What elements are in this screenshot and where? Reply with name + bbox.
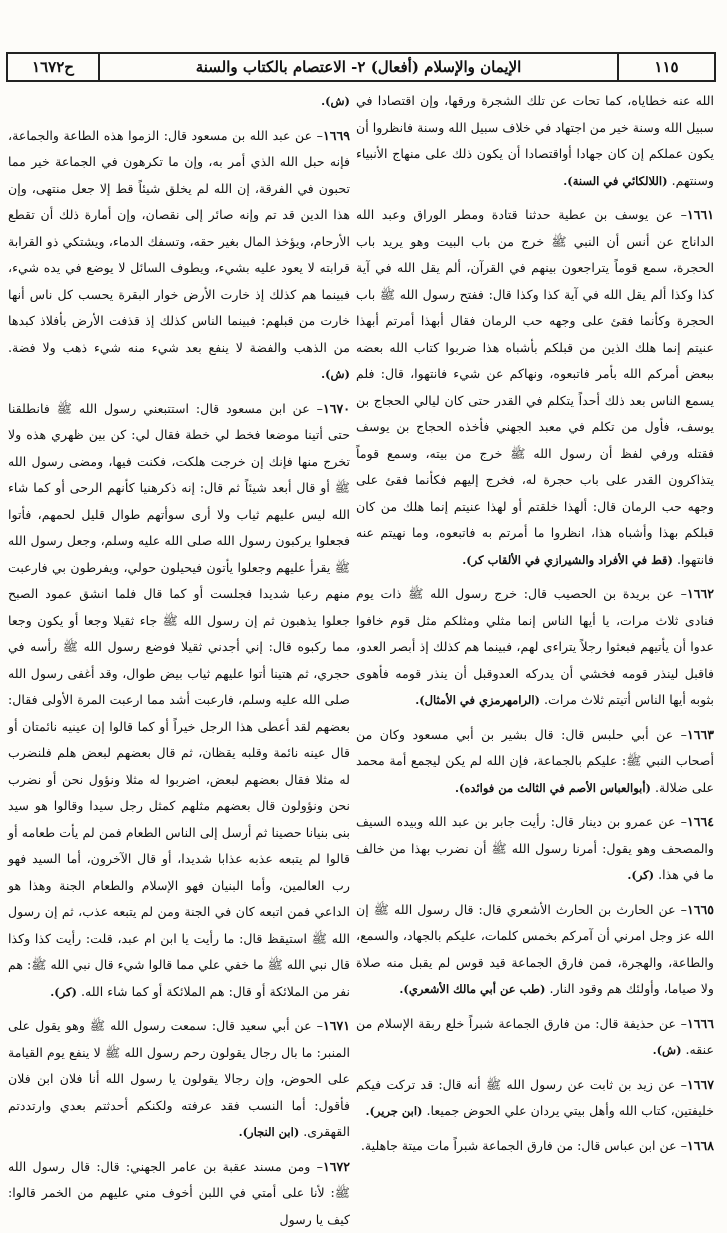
entry: ١٦٦١– عن يوسف بن عطية حدثنا قتادة ومطر الوراق وعبد الله الداناج عن أنس أن النبي ﷺ خرج من باب البيت وهو يريد باب الحجرة، سمع قوماً يتراجعون بينهم في القرآن، ألم يقل الله في آية كذا وكذا ألم يقل الله في آية كذا وكذا قال: ففتح رسول الله ﷺ باب الحجرة وكأنما فقئ على وجهه حب الرمان فقال أبهذا أمرتم أبهذا عنيتم إنما هلك الذين من قبلكم بأشباه هذا ضربوا كتاب الله بعضه ببعض أمركم الله بأمر فاتبعوه، ونهاكم عن شيء فانتهوا، قال: فلم يسمع الناس بعد ذلك أحداً يتكلم في القدر حتى كان ليالي الحجاج بن يوسف، فأول من تكلم في معبد الجهني فأخذه الحجاج بن يوسف فقتله ورفي لفظ أن رسول الله ﷺ خرج من بيته، وسمع قوماً يتذاكرون القدر على باب حجرة له، فخرج إليهم فكأنما فقئ على وجهه حب الرمان قال: ألهذا خلقتم أو لهذا عنيتم إنما هلك من كان قبلكم بهذا وأشباه هذا، انظروا ما أمرتم به فاتبعوه، وما نهيتم عنه فانتهوا. (قط في الأفراد والشيرازي في الألقاب كر). [356, 202, 714, 573]
right-column [356, 88, 714, 1108]
entry: ١٦٦٧– عن زيد بن ثابت عن رسول الله ﷺ أنه قال: قد تركت فيكم خليفتين، كتاب الله وأهل بيتي يردان علي الحوض جميعا. (ابن جرير). [356, 1072, 714, 1125]
entry: ١٦٦٦– عن حذيفة قال: من فارق الجماعة شبراً خلع ربقة الإسلام من عنقه. (ش). [356, 1011, 714, 1064]
entry: ١٦٧٢– ومن مسند عقبة بن عامر الجهني: قال: قال رسول الله ﷺ: لأنا على أمتي في اللبن أخوف مني عليهم من الخمر قالوا: كيف يا رسول [8, 1154, 350, 1233]
left-column [8, 88, 350, 1108]
entry: (ش). [8, 88, 350, 115]
entry: ١٦٦٤– عن عمرو بن دينار قال: رأيت جابر بن عبد الله وبيده السيف والمصحف وهو يقول: أمرنا رسول الله ﷺ أن نضرب بهذا من خالف ما في هذا. (كر). [356, 809, 714, 889]
page-header [6, 52, 716, 82]
entry: ١٦٧١– عن أبي سعيد قال: سمعت رسول الله ﷺ وهو يقول على المنبر: ما بال رجال يقولون رحم رسول الله ﷺ لا ينفع يوم القيامة على الحوض، وإن رجالا يقولون يا رسول الله أنا فلان ابن فلان فأقول: أما النسب فقد عرفته ولكنكم أحدثتم بعدي وارتددتم القهقرى. (ابن النجار). [8, 1013, 350, 1146]
entry: ١٦٦٨– عن ابن عباس قال: من فارق الجماعة شبراً مات ميتة جاهلية. [356, 1133, 714, 1160]
page-title: الإيمان والإسلام (أفعال) ٢- الاعتصام بالكتاب والسنة [100, 58, 617, 76]
entry: الله عنه خطاياه، كما تحات عن تلك الشجرة ورقها، وإن اقتصادا في سبيل الله وسنة خير من اجتهاد في خلاف سبيل الله وسنة فانظروا أن يكون عملكم إن كان جهادا أواقتصادا أن يكون ذلك على منهاج الأنبياء وسنتهم. (اللالكائي في السنة). [356, 88, 714, 194]
page-number: ١١٥ [617, 54, 714, 80]
hadith-range: ح١٦٧٢ [8, 54, 100, 80]
entry: ١٦٦٩– عن عبد الله بن مسعود قال: الزموا هذه الطاعة والجماعة، فإنه حبل الله الذي أمر به، وإن ما تكرهون في الجماعة خير مما تحبون في الفرقة، إن الله لم يخلق شيئاً قط إلا جعل منتهى، وإن هذا الدين قد تم وإنه صائر إلى نقصان، وإن أمارة ذلك أن تقطع الأرحام، ويؤخذ المال بغير حقه، وتسفك الدماء، ويشتكي ذو القرابة قرابته لا يعود عليه بشيء، ويطوف السائل لا يوضع في يده شيء، فبينما هم كذلك إذ خارت الأرض خوار البقرة يحسب كل ناس أنها خارت من قبلهم: فبينما الناس كذلك إذ قذفت الأرض بأفلاذ كبدها من الذهب والفضة لا ينفع بعد شيء منه شيء ذهب ولا فضة. (ش). [8, 123, 350, 388]
entry: ١٦٦٣– عن أبي حلبس قال: قال بشير بن أبي مسعود وكان من أصحاب النبي ﷺ: عليكم بالجماعة، فإن الله لم يكن ليجمع أمة محمد على ضلالة. (أبوالعباس الأصم في الثالث من فوائده). [356, 722, 714, 802]
entry: ١٦٦٢– عن بريدة بن الحصيب قال: خرج رسول الله ﷺ ذات يوم فنادى ثلاث مرات، يا أيها الناس إنما مثلي ومثلكم مثل قوم خافوا عدوا أن يأتيهم فبعثوا رجلاً يتراءى لهم، فبينما هم كذلك إذ أبصر العدو، فاقبل لينذر قومه فخشي أن يدركه العدوقبل أن ينذر قومه فأهوى بثوبه أيها الناس أتيتم ثلاث مرات. (الرامهرمزي في الأمثال). [356, 581, 714, 714]
entry: ١٦٦٥– عن الحارث بن الحارث الأشعري قال: قال رسول الله ﷺ إن الله عز وجل امرني أن آمركم بخمس كلمات، عليكم بالجهاد، والسمع، والطاعة، والهجرة، فمن فارق الجماعة قيد قوس لم يقبل منه صلاة ولا صياما، وأولئك هم وقود النار. (طب عن أبي مالك الأشعري). [356, 897, 714, 1003]
entry: ١٦٧٠– عن ابن مسعود قال: استتبعني رسول الله ﷺ فانطلقنا حتى أتينا موضعا فخط لي خطة فقال لي: كن بين ظهري هذه ولا تخرج منها فإنك إن خرجت هلكت، فكنت فيها، ومضى رسول الله ﷺ أو قال أبعد شيئاً ثم قال: إنه ذكرهنيا كأنهم الرحى أو كما شاء الله ليس عليهم ثياب ولا أرى سوأتهم طوال قليل لحمهم، فأتوا فجعلوا يركبون رسول الله صلى الله عليه وسلم، وجعل رسول الله ﷺ يقرأ عليهم وجعلوا يأتون فيحيلون حولي، ويفرطون بي فارعبت منهم رعبا شديدا فجلست أو كما قال فلما انشق عمود الصبح جعلوا يذهبون ثم إن رسول الله ﷺ جاء ثقيلا وجعا أو يكون وجعا مما ركبوه قال: إني أجدني ثقيلا فوضع رسول الله ﷺ رأسه في حجري، ثم هتينا أتوا عليهم ثياب بيض طوال، وقد أغفى رسول الله صلى الله عليه وسلم، فارعبت أشد مما ارعبت المرة الأولى فقال: بعضهم لقد أعطى هذا الرجل خيراً أو كما قالوا إن عينيه نائمتان أو قال عينه نائمة وقلبه يقظان، ثم قال بعضهم لبعض هلم فلنضرب له مثلا فقال بعضهم لبعض، اضربوا له مثلا ونؤول نحن أو نضرب نحن ونؤولون قال بعضهم مثلهم كمثل رجل سيدا وقالوا هو سيد بنى بنيانا حصينا ثم أرسل إلى الناس الطعام فمن لم يأت طعامه أو قالوا لم يتبعه عذبه عذابا شديدا، أو قال الآخرون، أما السيد فهو رب العالمين، وأما البنيان فهو الإسلام والطعام الجنة وهذا هو الداعي فمن اتبعه كان في الجنة ومن لم يتبعه عذب، ثم إن رسول الله ﷺ استيقظ قال: ما رأيت يا ابن ام عبد، قلت: رأيت كذا وكذا قال نبي الله ﷺ ما خفي علي مما قالوا شيء قال نبي الله ﷺ: هم نفر من الملائكة أو قال: هم الملائكة أو كما شاء الله. (كر). [8, 396, 350, 1006]
